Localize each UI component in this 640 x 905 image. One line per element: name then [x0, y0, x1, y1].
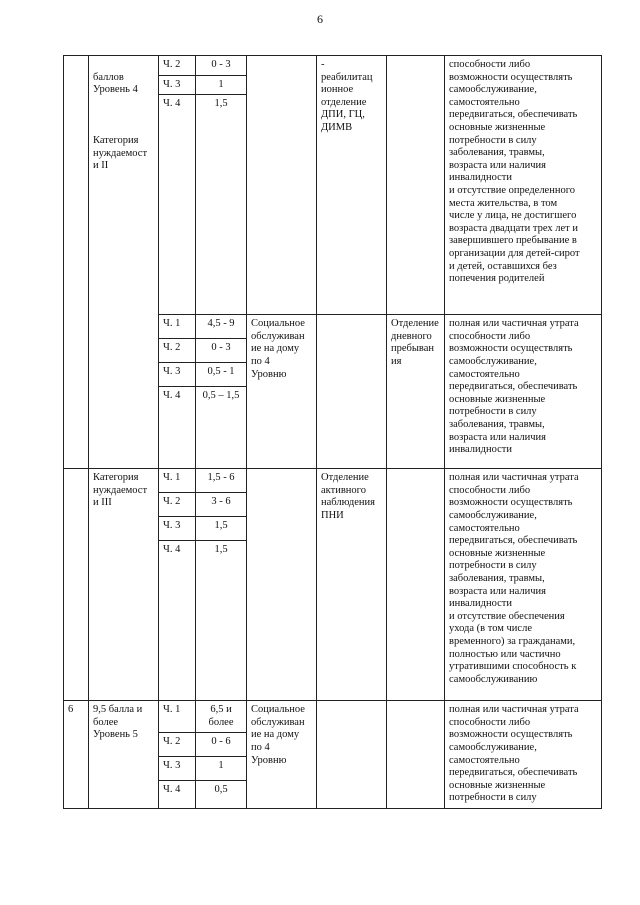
score-value: 0 - 3: [196, 56, 247, 76]
score-value: 0,5 – 1,5: [196, 387, 247, 469]
description-cell: способности либо возможности осуществлять самообслуживание, самостоятельно передвигаться, обеспечивать основные жизненные потребности в силу заболевания, травмы, возраста или наличия инвалидности и отсутствие определенного места жительства, в том числе у лица, не достигшего возраста двадцати трех лет и завершившего пребывание в организации для детей-сирот и детей, оставшихся без попечения родителей: [445, 56, 602, 315]
table-row: [64, 469, 602, 493]
service-cell: Социальное обслуживан ие на дому по 4 Уровню: [247, 701, 317, 809]
part-label: Ч. 2: [159, 56, 196, 76]
part-label: Ч. 4: [159, 541, 196, 701]
score-value: 0,5 - 1: [196, 363, 247, 387]
table-row: [64, 56, 602, 76]
eligibility-table: [63, 55, 602, 809]
department-cell: Отделение активного наблюдения ПНИ: [317, 469, 387, 701]
description-cell: полная или частичная утрата способности либо возможности осуществлять самообслуживание, самостоятельно передвигаться, обеспечивать основные жизненные потребности в силу: [445, 701, 602, 809]
part-label: Ч. 3: [159, 75, 196, 95]
part-label: Ч. 1: [159, 469, 196, 493]
part-label: Ч. 3: [159, 517, 196, 541]
day-unit-cell: [387, 701, 445, 809]
day-unit-cell: Отделение дневного пребыван ия: [387, 315, 445, 469]
page-number: 6: [317, 12, 323, 26]
part-label: Ч. 1: [159, 315, 196, 339]
score-value: 1,5: [196, 95, 247, 315]
day-unit-cell: [387, 469, 445, 701]
score-value: 6,5 и более: [196, 701, 247, 733]
score-value: 0,5: [196, 781, 247, 809]
department-cell: [317, 701, 387, 809]
day-unit-cell: [387, 56, 445, 315]
level-cell: [89, 56, 159, 469]
description-cell: полная или частичная утрата способности либо возможности осуществлять самообслуживание, самостоятельно передвигаться, обеспечивать основные жизненные потребности в силу заболевания, травмы, возраста или наличия инвалидности: [445, 315, 602, 469]
department-cell: - реабилитац ионное отделение ДПИ, ГЦ, ДИМВ: [317, 56, 387, 315]
row-number-cell: [64, 56, 89, 469]
score-value: 3 - 6: [196, 493, 247, 517]
score-value: 1: [196, 75, 247, 95]
score-value: 0 - 6: [196, 733, 247, 757]
score-value: 1,5: [196, 517, 247, 541]
score-value: 0 - 3: [196, 339, 247, 363]
service-cell: Социальное обслуживан ие на дому по 4 Уровню: [247, 315, 317, 469]
part-label: Ч. 1: [159, 701, 196, 733]
part-label: Ч. 2: [159, 493, 196, 517]
part-label: Ч. 2: [159, 733, 196, 757]
service-cell: [247, 469, 317, 701]
part-label: Ч. 4: [159, 95, 196, 315]
score-value: 4,5 - 9: [196, 315, 247, 339]
score-value: 1,5: [196, 541, 247, 701]
score-value: 1,5 - 6: [196, 469, 247, 493]
part-label: Ч. 4: [159, 781, 196, 809]
department-cell: [317, 315, 387, 469]
service-cell: [247, 56, 317, 315]
level-label: 9,5 балла и более Уровень 5: [89, 701, 159, 809]
table-row: [64, 701, 602, 733]
part-label: Ч. 2: [159, 339, 196, 363]
row-number: 6: [64, 701, 89, 809]
description-cell: полная или частичная утрата способности либо возможности осуществлять самообслуживание, самостоятельно передвигаться, обеспечивать основные жизненные потребности в силу заболевания, травмы, возраста или наличия инвалидности и отсутствие обеспечения ухода (в том числе временного) за гражданами, полностью или частично утратившими способность к самообслуживанию: [445, 469, 602, 701]
part-label: Ч. 3: [159, 363, 196, 387]
row-number-cell: [64, 469, 89, 701]
part-label: Ч. 3: [159, 757, 196, 781]
category-label: Категория нуждаемост и III: [89, 469, 159, 701]
category-label: Категория нуждаемост и II: [93, 134, 148, 172]
level-label: баллов Уровень 4: [93, 71, 138, 96]
score-value: 1: [196, 757, 247, 781]
part-label: Ч. 4: [159, 387, 196, 469]
